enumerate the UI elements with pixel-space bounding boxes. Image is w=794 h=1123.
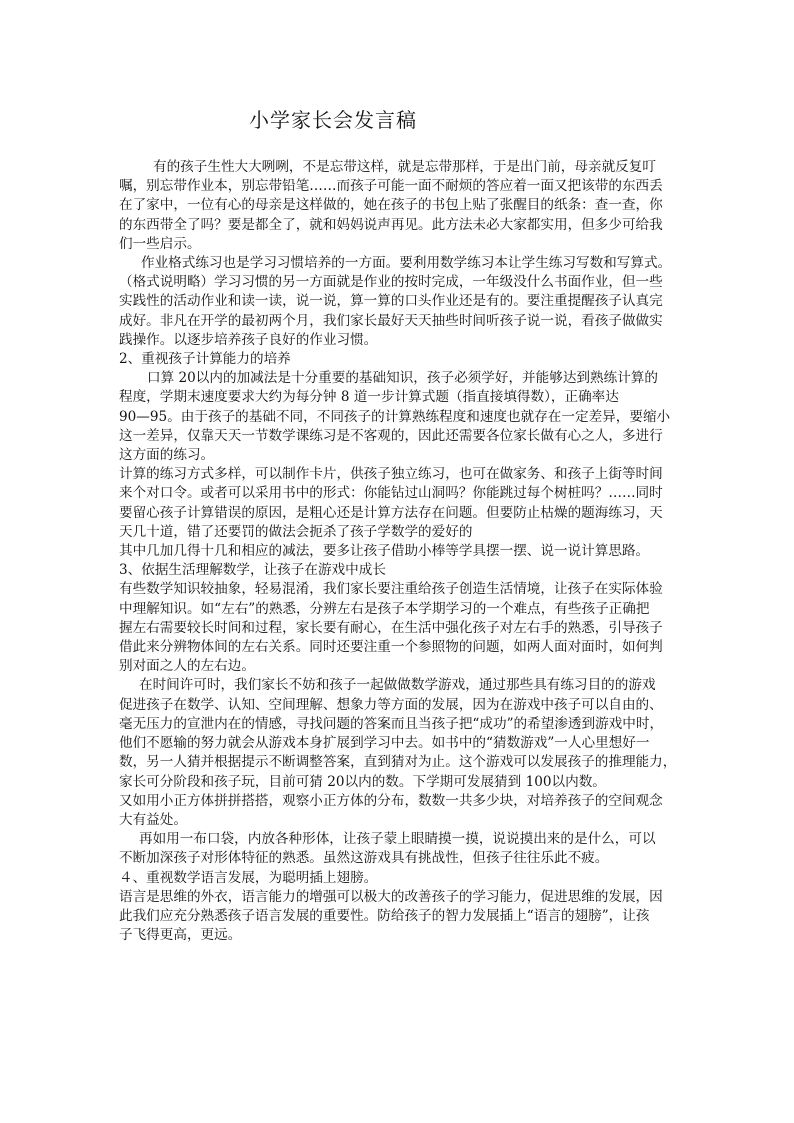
text-line: 不断加深孩子对形体特征的熟悉。虽然这游戏具有挑战性，但孩子往往乐此不疲。 bbox=[119, 850, 609, 867]
section-heading: 2、重视孩子计算能力的培养 bbox=[119, 351, 291, 368]
text-line: 计算的练习方式多样，可以制作卡片，供孩子独立练习，也可在做家务、和孩子上街等时间 bbox=[119, 466, 663, 483]
text-line: 大有益处。 bbox=[119, 811, 187, 828]
text-line: 握左右需要较长时间和过程，家长要有耐心，在生活中强化孩子对左右手的熟悉，引导孩子 bbox=[119, 619, 663, 636]
text-line: 借此来分辨物体间的左右关系。同时还要注重一个参照物的问题，如两人面对面时，如何判 bbox=[119, 639, 663, 656]
document-title: 小学家长会发言稿 bbox=[249, 108, 417, 132]
text-line: 中理解知识。如“左右”的熟悉，分辨左右是孩子本学期学习的一个难点，有些孩子正确把 bbox=[119, 600, 650, 617]
text-line: （格式说明略）学习习惯的另一方面就是作业的按时完成，一年级没什么书面作业，但一些 bbox=[119, 274, 663, 291]
section-heading: 3、依据生活理解数学，让孩子在游戏中成长 bbox=[119, 562, 386, 579]
text-line: 在了家中，一位有心的母亲是这样做的，她在孩子的书包上贴了张醒目的纸条：查一查，你 bbox=[119, 197, 663, 214]
text-line: 践操作。以逐步培养孩子良好的作业习惯。 bbox=[119, 331, 378, 348]
text-line: 有些数学知识较抽象，轻易混淆，我们家长要注重给孩子创造生活情境，让孩子在实际体验 bbox=[119, 581, 663, 598]
text-line: 他们不愿输的努力就会从游戏本身扩展到学习中去。如书中的“猜数游戏”一人心里想好一 bbox=[119, 735, 650, 752]
text-line: 促进孩子在数学、认知、空间理解、想象力等方面的发展，因为在游戏中孩子可以自由的、 bbox=[119, 696, 663, 713]
text-line: 天几十道，错了还要罚的做法会扼杀了孩子学数学的爱好的 bbox=[119, 523, 473, 540]
text-line: 毫无压力的宣泄内在的情感，寻找问题的答案而且当孩子把“成功”的希望渗透到游戏中时， bbox=[119, 715, 664, 732]
text-line: 嘱，别忘带作业本，别忘带铅笔……而孩子可能一面不耐烦的答应着一面又把该带的东西丢 bbox=[119, 178, 663, 195]
text-line: 作业格式练习也是学习习惯培养的一方面。要利用数学练习本让学生练习写数和写算式。 bbox=[141, 255, 672, 272]
text-line: 其中几加几得十几和相应的减法，要多让孩子借助小棒等学具摆一摆、说一说计算思路。 bbox=[119, 543, 650, 560]
text-line: 的东西带全了吗？要是都全了，就和妈妈说声再见。此方法未必大家都实用，但多少可给我 bbox=[119, 216, 663, 233]
text-line: 再如用一布口袋，内放各种形体，让孩子蒙上眼睛摸一摸，说说摸出来的是什么，可以 bbox=[139, 831, 656, 848]
text-line: 实践性的活动作业和读一读，说一说，算一算的口头作业还是有的。要注重提醒孩子认真完 bbox=[119, 293, 663, 310]
text-line: 数，另一人猜并根据提示不断调整答案，直到猜对为止。这个游戏可以发展孩子的推理能力， bbox=[119, 754, 677, 771]
text-line: 来个对口令。或者可以采用书中的形式：你能钻过山洞吗？你能跳过每个树桩吗？……同时 bbox=[119, 485, 663, 502]
text-line: 90—95。由于孩子的基础不同，不同孩子的计算熟练程度和速度也就存在一定差异，要缩小 bbox=[119, 408, 671, 425]
text-line: 有的孩子生性大大咧咧，不是忘带这样，就是忘带那样，于是出门前，母亲就反复叮 bbox=[153, 159, 656, 175]
section-heading: ４、重视数学语言发展，为聪明插上翅膀。 bbox=[119, 869, 378, 886]
text-line: 子飞得更高，更远。 bbox=[119, 927, 242, 944]
document-body bbox=[119, 158, 679, 945]
text-line: 这方面的练习。 bbox=[119, 447, 215, 464]
text-line: 们一些启示。 bbox=[119, 235, 201, 252]
text-line: 此我们应充分熟悉孩子语言发展的重要性。防给孩子的智力发展插上“语言的翅膀”，让孩 bbox=[119, 907, 650, 924]
text-line: 程度，学期末速度要求大约为每分钟 8 道一步计算式题（指直接填得数），正确率达 bbox=[119, 389, 619, 406]
text-line: 别对面之人的左右边。 bbox=[119, 658, 255, 675]
text-line: 在时间许可时，我们家长不妨和孩子一起做做数学游戏，通过那些具有练习目的的游戏 bbox=[139, 677, 656, 694]
text-line: 语言是思维的外衣，语言能力的增强可以极大的改善孩子的学习能力，促进思维的发展，因 bbox=[119, 888, 663, 905]
text-line: 这一差异，仅靠天天一节数学课练习是不客观的，因此还需要各位家长做有心之人，多进行 bbox=[119, 427, 663, 444]
text-line: 要留心孩子计算错误的原因，是粗心还是计算方法存在问题。但要防止枯燥的题海练习，天 bbox=[119, 504, 663, 521]
text-line: 家长可分阶段和孩子玩，目前可猜 20以内的数。下学期可发展猜到 100以内数。 bbox=[119, 773, 606, 790]
text-line: 成好。非凡在开学的最初两个月，我们家长最好天天抽些时间听孩子说一说，看孩子做做实 bbox=[119, 312, 663, 329]
text-line: 口算 20以内的加减法是十分重要的基础知识，孩子必须学好，并能够达到熟练计算的 bbox=[147, 370, 658, 387]
text-line: 又如用小正方体拼拼搭搭，观察小正方体的分布，数数一共多少块，对培养孩子的空间观念 bbox=[119, 792, 663, 809]
